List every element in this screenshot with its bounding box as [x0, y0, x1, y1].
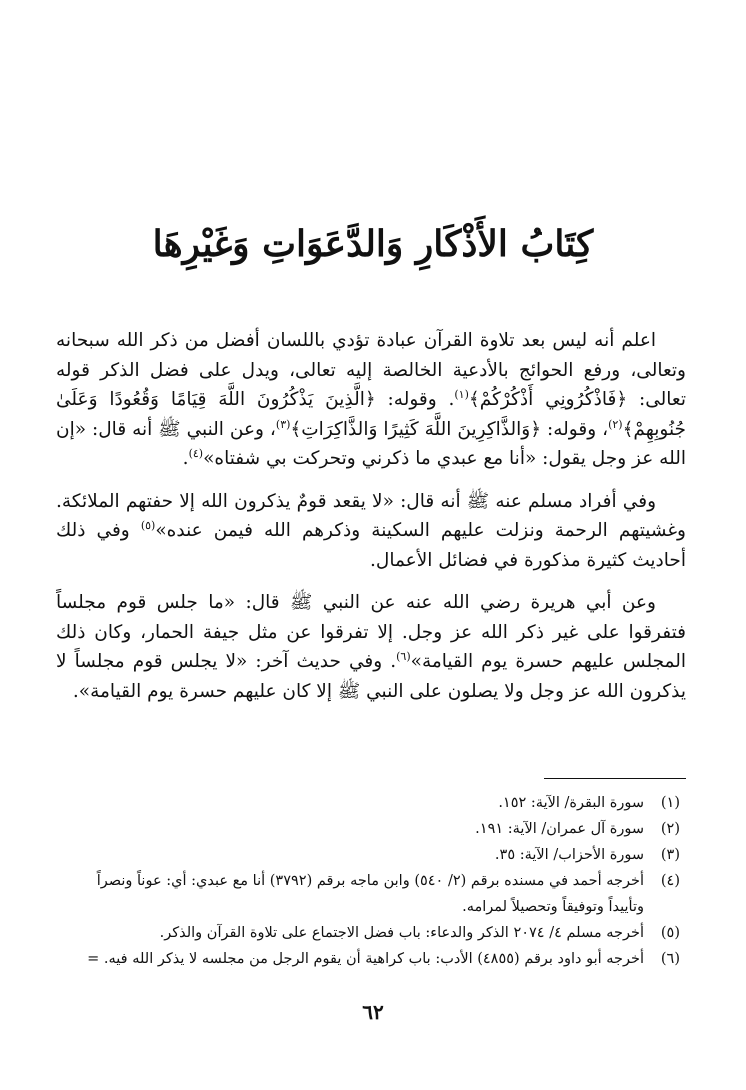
footnote-ref: (٣) — [275, 417, 291, 431]
footnote-divider — [544, 778, 686, 779]
paragraph-2 — [56, 487, 686, 576]
footnote-number: (٣) — [660, 847, 680, 863]
footnote-text: سورة الأحزاب/ الآية: ٣٥. — [494, 847, 644, 863]
footnote-ref: (٢) — [608, 417, 623, 431]
text-run: ، وعن النبي ﷺ أنه قال: «إن الله عز وجل يقول: «أنا مع عبدي ما ذكرني وتحركت بي شفتاه» — [56, 418, 686, 469]
footnote-6 — [58, 946, 680, 972]
text-run: . وفي حديث آخر: «لا يجلس قوم مجلساً لا يذكرون الله عز وجل ولا يصلون على النبي ﷺ إلا كان عليهم حسرة يوم القيامة». — [56, 651, 686, 702]
footnote-ref: (٦) — [396, 649, 411, 663]
footnote-2 — [58, 816, 680, 842]
footnote-text: أخرجه مسلم ٤/ ٢٠٧٤ الذكر والدعاء: باب فضل الاجتماع على تلاوة القرآن والذكر. — [159, 925, 644, 941]
footnote-5 — [58, 920, 680, 946]
body-text — [56, 326, 686, 719]
text-run: وفي ذلك أحاديث كثيرة مذكورة في فضائل الأعمال. — [56, 520, 686, 571]
footnote-number: (١) — [660, 795, 680, 811]
footnote-3 — [58, 842, 680, 868]
text-run: ، وقوله: ﴿وَالذَّاكِرِينَ اللَّهَ كَثِيرًا وَالذَّاكِرَاتِ﴾ — [290, 418, 609, 440]
footnote-number: (٥) — [660, 925, 680, 941]
footnote-text: سورة آل عمران/ الآية: ١٩١. — [475, 821, 644, 837]
footnote-text: أخرجه أبو داود برقم (٤٨٥٥) الأدب: باب كراهية أن يقوم الرجل من مجلسه لا يذكر الله فيه. = — [87, 951, 644, 967]
text-run: اعلم أنه ليس بعد تلاوة القرآن عبادة تؤدي باللسان أفضل من ذكر الله سبحانه وتعالى، ورفع الحوائج بالأدعية الخالصة إليه تعالى، ويدل على فضل الذكر قوله تعالى: ﴿فَاذْكُرُونِي أَذْكُرْكُمْ﴾ — [56, 330, 686, 410]
footnote-ref: (١) — [454, 387, 469, 401]
footnote-number: (٢) — [660, 821, 680, 837]
paragraph-3 — [56, 588, 686, 706]
footnotes — [58, 790, 680, 972]
text-run: وعن أبي هريرة رضي الله عنه عن النبي ﷺ قال: «ما جلس قوم مجلساً فتفرقوا على غير ذكر الله عز وجل. إلا تفرقوا عن مثل جيفة الحمار، وكان ذلك المجلس عليهم حسرة يوم القيامة» — [56, 592, 687, 672]
footnote-text: أخرجه أحمد في مسنده برقم (٢/ ٥٤٠) وابن ماجه برقم (٣٧٩٢) أنا مع عبدي: أي: عوناً ونصراً وتأييداً وتوفيقاً وتحصيلاً لمرامه. — [96, 873, 644, 915]
footnote-ref: (٤) — [188, 446, 204, 460]
footnote-text: سورة البقرة/ الآية: ١٥٢. — [498, 795, 644, 811]
text-run: وفي أفراد مسلم عنه ﷺ أنه قال: «لا يقعد قومٌ يذكرون الله إلا حفتهم الملائكة. وغشيتهم الرحمة ونزلت عليهم السكينة وذكرهم الله فيمن عنده» — [56, 490, 686, 541]
footnote-1 — [58, 790, 680, 816]
text-run: . وقوله: ﴿الَّذِينَ يَذْكُرُونَ اللَّهَ قِيَامًا وَقُعُودًا وَعَلَىٰ جُنُوبِهِمْ﴾ — [56, 389, 686, 440]
footnote-4 — [58, 868, 680, 920]
footnote-number: (٤) — [660, 873, 680, 889]
paragraph-1 — [56, 326, 686, 474]
footnote-number: (٦) — [660, 951, 680, 967]
chapter-title: كِتَابُ الأَذْكَارِ وَالدَّعَوَاتِ وَغَيْرِهَا — [152, 223, 594, 265]
text-run: . — [182, 448, 189, 469]
page-number: ٦٢ — [362, 1000, 384, 1024]
footnote-ref: (٥) — [140, 518, 156, 532]
